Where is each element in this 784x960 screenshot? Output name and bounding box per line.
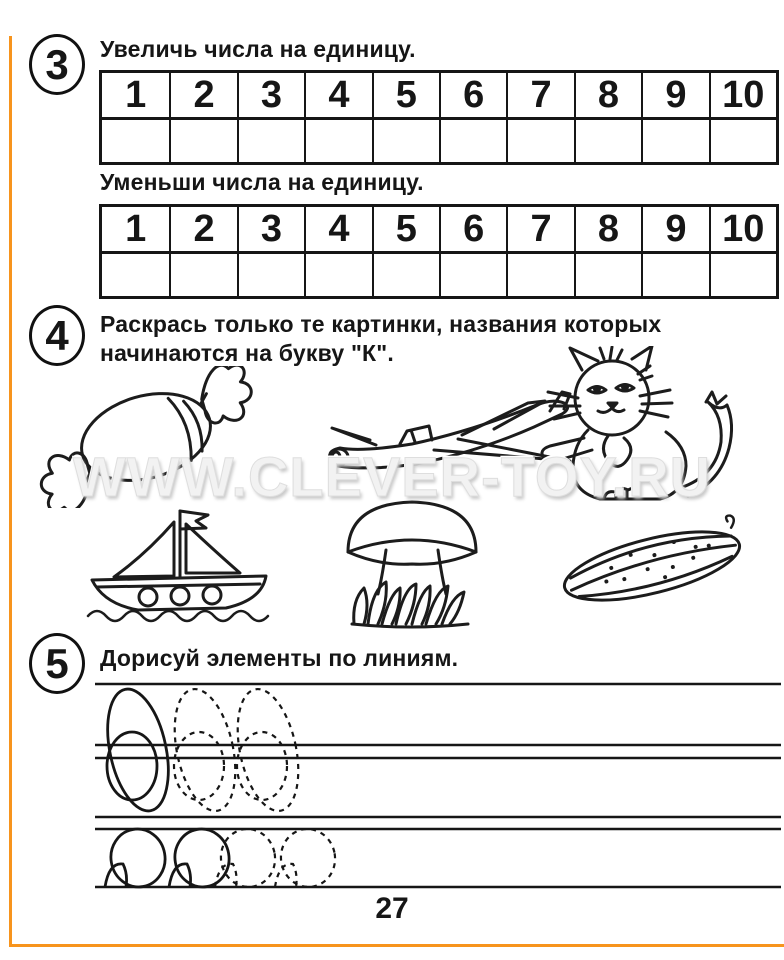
table-cell: 3 xyxy=(237,207,304,254)
sailboat-icon xyxy=(86,502,274,634)
mushroom-icon xyxy=(338,490,486,634)
answer-cell xyxy=(439,254,506,296)
exercise-5-instruction: Дорисуй элементы по линиям. xyxy=(100,645,459,671)
candy-icon xyxy=(32,366,260,508)
exercise-3-title-decrease: Уменьши числа на единицу. xyxy=(100,169,424,195)
exercise-4-badge: 4 xyxy=(29,305,85,366)
exercise-4-instruction-line1: Раскрась только те картинки, названия которых xyxy=(100,311,662,337)
table-cell: 5 xyxy=(372,207,439,254)
answer-cell xyxy=(372,254,439,296)
table-cell: 6 xyxy=(439,207,506,254)
page-number: 27 xyxy=(375,892,409,925)
table-cell: 9 xyxy=(641,73,708,120)
number-table-decrease xyxy=(99,204,779,299)
picture-cat xyxy=(520,346,740,510)
exercise-5-badge: 5 xyxy=(29,633,85,694)
table-cell: 2 xyxy=(169,207,236,254)
number-table-increase xyxy=(99,70,779,165)
table-cell: 10 xyxy=(709,73,776,120)
trace-sample-solid-ovals xyxy=(105,825,234,891)
answer-cell xyxy=(169,254,236,296)
bottom-margin-accent-line xyxy=(9,944,784,947)
table-cell: 5 xyxy=(372,73,439,120)
table-cell: 9 xyxy=(641,207,708,254)
table-cell: 2 xyxy=(169,73,236,120)
exercise-3-title-increase: Увеличь числа на единицу. xyxy=(100,36,416,62)
table-cell: 10 xyxy=(709,207,776,254)
site-watermark: WWW.CLEVER-TOY.RU xyxy=(72,445,712,508)
answer-cell xyxy=(709,254,776,296)
answer-cell xyxy=(641,254,708,296)
picture-cucumber xyxy=(552,498,752,634)
table-cell: 7 xyxy=(506,73,573,120)
trace-guide-dashed-ovals xyxy=(165,684,309,817)
answer-cell xyxy=(169,120,236,162)
trace-sample-solid-ovals xyxy=(98,684,179,817)
table-cell: 8 xyxy=(574,207,641,254)
picture-candy xyxy=(32,366,260,508)
table-cell: 3 xyxy=(237,73,304,120)
table-row-numbers xyxy=(102,73,776,120)
tracing-lines-area xyxy=(0,668,784,912)
cucumber-icon xyxy=(552,498,752,634)
answer-cell xyxy=(102,120,169,162)
answer-cell xyxy=(439,120,506,162)
answer-cell xyxy=(574,254,641,296)
answer-cell xyxy=(304,254,371,296)
answer-cell xyxy=(506,120,573,162)
table-cell: 4 xyxy=(304,73,371,120)
answer-cell xyxy=(372,120,439,162)
picture-mushroom xyxy=(338,490,486,634)
exercise-4-instruction-line2: начинаются на букву "К". xyxy=(100,340,394,366)
answer-cell xyxy=(102,254,169,296)
exercise-3-badge: 3 xyxy=(29,34,85,95)
table-cell: 1 xyxy=(102,73,169,120)
answer-cell xyxy=(237,254,304,296)
answer-cell xyxy=(574,120,641,162)
answer-cell xyxy=(506,254,573,296)
answer-cell xyxy=(237,120,304,162)
answer-cell xyxy=(304,120,371,162)
table-row-answers-empty xyxy=(102,120,776,162)
table-cell: 7 xyxy=(506,207,573,254)
trace-guide-dashed-ovals xyxy=(215,825,340,891)
table-cell: 8 xyxy=(574,73,641,120)
answer-cell xyxy=(709,120,776,162)
table-cell: 1 xyxy=(102,207,169,254)
cat-icon xyxy=(520,346,740,510)
table-cell: 4 xyxy=(304,207,371,254)
table-row-answers-empty xyxy=(102,254,776,296)
table-cell: 6 xyxy=(439,73,506,120)
table-row-numbers xyxy=(102,207,776,254)
picture-sailboat xyxy=(86,502,274,634)
answer-cell xyxy=(641,120,708,162)
